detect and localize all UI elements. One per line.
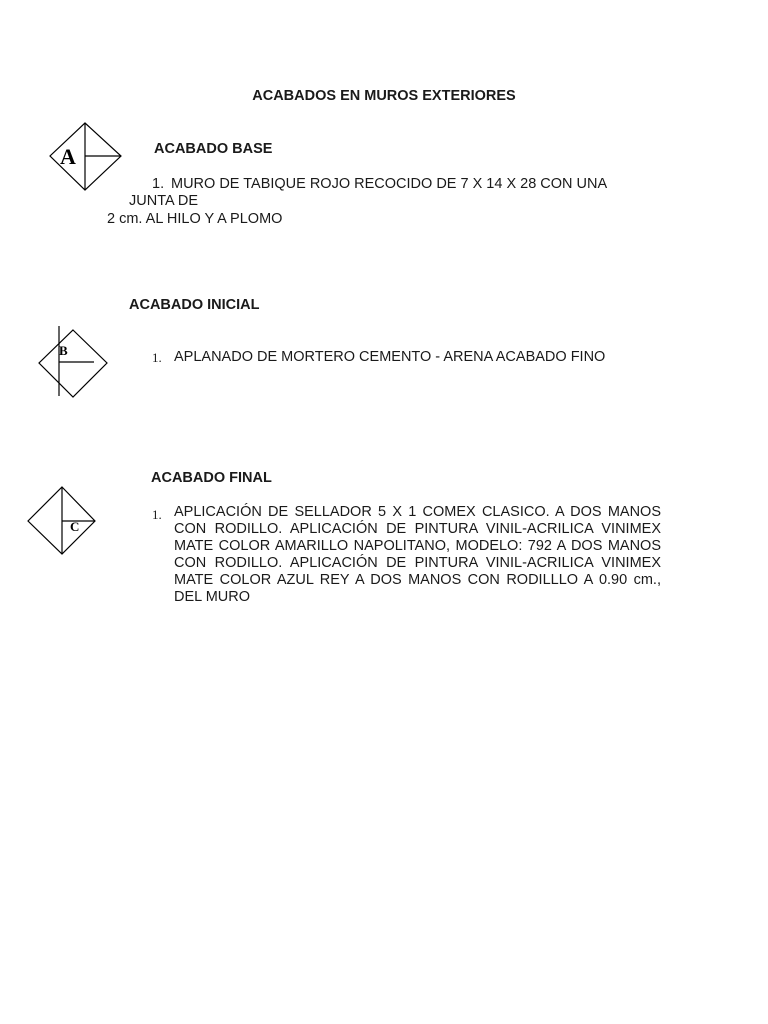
section-heading-inicial: ACABADO INICIAL bbox=[129, 297, 260, 313]
list-item-number: 1. bbox=[152, 507, 162, 522]
symbol-letter-b: B bbox=[59, 343, 68, 358]
list-item-number: 1. bbox=[152, 176, 165, 192]
finish-symbol-b-icon bbox=[36, 326, 116, 406]
document-title: ACABADOS EN MUROS EXTERIORES bbox=[252, 88, 516, 104]
section-heading-final: ACABADO FINAL bbox=[151, 470, 272, 486]
section-a-text-line3: 2 cm. AL HILO Y A PLOMO bbox=[107, 211, 283, 227]
section-b-text: APLANADO DE MORTERO CEMENTO - ARENA ACABADO FINO bbox=[174, 349, 606, 365]
section-heading-base: ACABADO BASE bbox=[154, 141, 273, 157]
symbol-letter-a: A bbox=[60, 144, 76, 169]
section-c-text: APLICACIÓN DE SELLADOR 5 X 1 COMEX CLASICO. A DOS MANOS CON RODILLO. APLICACIÓN DE PINTURA VINIL-ACRILICA VINIMEX MATE COLOR AMARILLO NAPOLITANO, MODELO: 792 A DOS MANOS CON RODILLO. APLICACIÓN DE PINTURA VINIL-ACRILICA VINIMEX MATE COLOR AZUL REY A DOS MANOS CON RODILLLO A 0.90 cm., DEL MURO bbox=[174, 504, 661, 605]
list-item-number: 1. bbox=[152, 350, 162, 365]
symbol-letter-c: C bbox=[70, 519, 80, 534]
section-a-text-line2: JUNTA DE bbox=[129, 193, 199, 209]
section-a-text-line1: MURO DE TABIQUE ROJO RECOCIDO DE 7 X 14 X 28 CON UNA bbox=[171, 176, 608, 192]
finish-symbol-a-icon bbox=[46, 120, 126, 200]
finish-symbol-c-icon bbox=[26, 484, 106, 564]
